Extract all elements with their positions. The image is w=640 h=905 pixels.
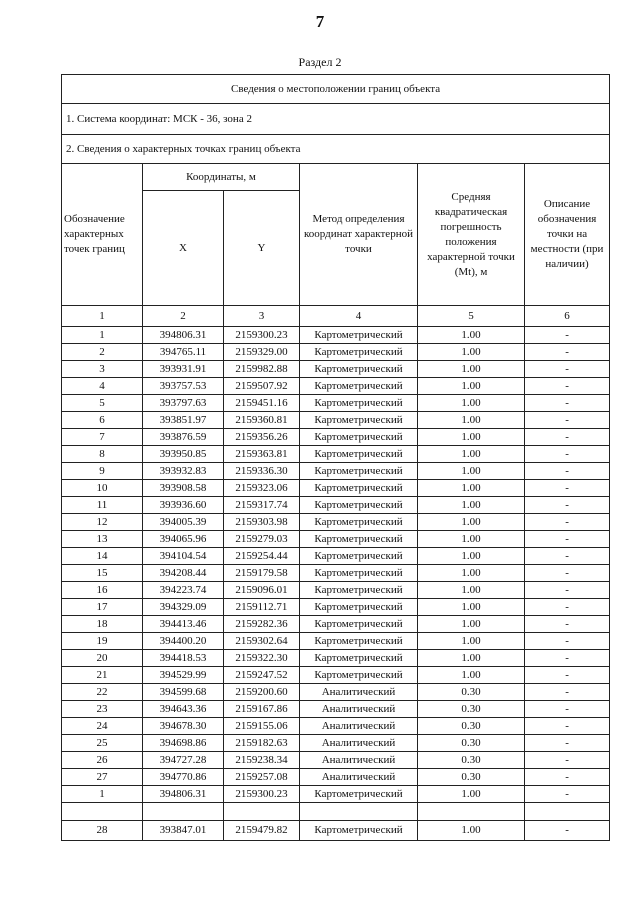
table-cell: 393908.58 (143, 480, 224, 497)
table-cell: - (525, 735, 610, 752)
table-cell: 394765.11 (143, 344, 224, 361)
section-label: Раздел 2 (298, 55, 342, 69)
table-cell: 1.00 (418, 599, 525, 616)
table-cell: 1.00 (418, 565, 525, 582)
table-row (62, 633, 610, 650)
table-cell: 23 (62, 701, 143, 718)
table-cell: 1.00 (418, 327, 525, 344)
table-cell: 8 (62, 446, 143, 463)
table-row (62, 463, 610, 480)
table-cell: 394806.31 (143, 786, 224, 803)
table-cell: Картометрический (300, 565, 418, 582)
table-cell: - (525, 667, 610, 684)
table-row (62, 514, 610, 531)
table-cell: 394065.96 (143, 531, 224, 548)
table-cell: Аналитический (300, 684, 418, 701)
table-cell: 2159329.00 (224, 344, 300, 361)
table-cell: - (525, 480, 610, 497)
table-cell: 18 (62, 616, 143, 633)
table-cell: 0.30 (418, 718, 525, 735)
table-cell: 12 (62, 514, 143, 531)
table-cell: 1.00 (418, 497, 525, 514)
table-row (62, 429, 610, 446)
table-cell: 2159096.01 (224, 582, 300, 599)
table-cell: 2159300.23 (224, 327, 300, 344)
table-cell: 394770.86 (143, 769, 224, 786)
column-number: 1 (62, 306, 143, 327)
table-cell: 2159982.88 (224, 361, 300, 378)
table-cell: 394727.28 (143, 752, 224, 769)
table-cell: 3 (62, 361, 143, 378)
table-cell: - (525, 786, 610, 803)
table-row (62, 582, 610, 599)
table-cell: 2159279.03 (224, 531, 300, 548)
table-cell: 1.00 (418, 650, 525, 667)
table-body (62, 327, 610, 803)
header-description: Описание обозначения точки на местности (при наличии) (525, 164, 610, 306)
table-row (62, 395, 610, 412)
coord-system: 1. Система координат: МСК - 36, зона 2 (62, 104, 610, 135)
table-cell: 0.30 (418, 735, 525, 752)
table-cell: Картометрический (300, 582, 418, 599)
empty-row (62, 803, 610, 821)
table-cell: 0.30 (418, 684, 525, 701)
table-cell: Картометрический (300, 480, 418, 497)
table-cell: - (525, 821, 610, 841)
table-cell: 1.00 (418, 616, 525, 633)
column-number: 6 (525, 306, 610, 327)
table-cell: 2159282.36 (224, 616, 300, 633)
table-cell: Аналитический (300, 735, 418, 752)
table-cell: 1.00 (418, 633, 525, 650)
table-cell: 27 (62, 769, 143, 786)
table-cell: 2159112.71 (224, 599, 300, 616)
table-cell: 2159155.06 (224, 718, 300, 735)
table-cell: Картометрический (300, 378, 418, 395)
table-cell: 2159360.81 (224, 412, 300, 429)
table-cell: 394529.99 (143, 667, 224, 684)
table-cell: - (525, 395, 610, 412)
table-cell: 1.00 (418, 548, 525, 565)
table-cell: Картометрический (300, 361, 418, 378)
table-cell: 2159479.82 (224, 821, 300, 841)
table-row (62, 548, 610, 565)
table-cell: 394643.36 (143, 701, 224, 718)
table-cell (418, 803, 525, 821)
table-cell: - (525, 514, 610, 531)
table-cell: 1.00 (418, 395, 525, 412)
table-row (62, 412, 610, 429)
table-cell: - (525, 565, 610, 582)
header-y: Y (224, 191, 300, 306)
table-cell: 2159356.26 (224, 429, 300, 446)
table-cell: Картометрический (300, 786, 418, 803)
table-row (62, 650, 610, 667)
table-cell: Картометрический (300, 429, 418, 446)
table-cell: 2159507.92 (224, 378, 300, 395)
table-cell: 393851.97 (143, 412, 224, 429)
table-row (62, 344, 610, 361)
table-cell: 394599.68 (143, 684, 224, 701)
table-cell: - (525, 548, 610, 565)
table-row (62, 480, 610, 497)
boundary-points-table (61, 74, 610, 841)
table-cell: 0.30 (418, 701, 525, 718)
table-cell: - (525, 684, 610, 701)
table-row (62, 684, 610, 701)
table-cell: 2159303.98 (224, 514, 300, 531)
table-cell: 22 (62, 684, 143, 701)
table-cell: 2159182.63 (224, 735, 300, 752)
table-cell: - (525, 616, 610, 633)
column-number: 3 (224, 306, 300, 327)
table-row (62, 769, 610, 786)
table-cell: 19 (62, 633, 143, 650)
column-numbers-row (62, 306, 610, 327)
table-cell: 1 (62, 786, 143, 803)
table-row (62, 327, 610, 344)
table-cell: 2159302.64 (224, 633, 300, 650)
table-cell: 1.00 (418, 412, 525, 429)
table-cell: 1.00 (418, 514, 525, 531)
table-cell: Картометрический (300, 667, 418, 684)
table-cell: 393797.63 (143, 395, 224, 412)
table-cell: Картометрический (300, 412, 418, 429)
table-cell: 6 (62, 412, 143, 429)
table-row (62, 497, 610, 514)
table-cell: 9 (62, 463, 143, 480)
table-cell: Картометрический (300, 327, 418, 344)
table-cell: 2159363.81 (224, 446, 300, 463)
table-cell: 4 (62, 378, 143, 395)
table-cell: Картометрический (300, 344, 418, 361)
table-cell: Картометрический (300, 446, 418, 463)
table-cell: Картометрический (300, 599, 418, 616)
table-cell: Картометрический (300, 497, 418, 514)
table-cell: 17 (62, 599, 143, 616)
table-cell: - (525, 497, 610, 514)
table-row (62, 361, 610, 378)
table-cell: 393932.83 (143, 463, 224, 480)
table-cell: - (525, 361, 610, 378)
table-cell: - (525, 429, 610, 446)
column-number: 4 (300, 306, 418, 327)
table-cell: 1.00 (418, 378, 525, 395)
table-cell: - (525, 633, 610, 650)
table-cell: 1.00 (418, 446, 525, 463)
table-cell: - (525, 344, 610, 361)
table-cell: 1.00 (418, 531, 525, 548)
table-cell: 2159317.74 (224, 497, 300, 514)
table-row (62, 821, 610, 841)
table-row (62, 565, 610, 582)
table-cell: 1.00 (418, 667, 525, 684)
table-cell: 25 (62, 735, 143, 752)
table-cell: - (525, 327, 610, 344)
column-number: 2 (143, 306, 224, 327)
table-cell: 394104.54 (143, 548, 224, 565)
table-cell: - (525, 718, 610, 735)
table-cell: Картометрический (300, 395, 418, 412)
table-cell: 1.00 (418, 786, 525, 803)
table-cell: 394005.39 (143, 514, 224, 531)
points-title: 2. Сведения о характерных точках границ объекта (62, 135, 610, 164)
table-cell: 2159322.30 (224, 650, 300, 667)
table-cell: - (525, 446, 610, 463)
table-cell: Картометрический (300, 463, 418, 480)
table-cell: 2159451.16 (224, 395, 300, 412)
table-cell: 15 (62, 565, 143, 582)
table-cell: Картометрический (300, 616, 418, 633)
table-cell: - (525, 412, 610, 429)
table-row (62, 599, 610, 616)
table-cell: 1.00 (418, 821, 525, 841)
table-cell: 1.00 (418, 463, 525, 480)
table-cell: - (525, 752, 610, 769)
table-cell: 2159238.34 (224, 752, 300, 769)
table-row (62, 446, 610, 463)
table-cell: 394400.20 (143, 633, 224, 650)
table-cell: - (525, 599, 610, 616)
table-cell: 28 (62, 821, 143, 841)
table-cell: - (525, 650, 610, 667)
table-cell: 2159247.52 (224, 667, 300, 684)
table-cell: - (525, 378, 610, 395)
table-cell: 394698.86 (143, 735, 224, 752)
table-cell: 394806.31 (143, 327, 224, 344)
table-cell (62, 803, 143, 821)
table-cell: - (525, 582, 610, 599)
header-error: Средняя квадратическая погрешность положения характерной точки (Mt), м (418, 164, 525, 306)
table-row (62, 667, 610, 684)
column-number: 5 (418, 306, 525, 327)
table-cell: Аналитический (300, 718, 418, 735)
table-cell: 2159336.30 (224, 463, 300, 480)
table-cell: 394418.53 (143, 650, 224, 667)
table-cell: 1.00 (418, 361, 525, 378)
table-cell: 2159300.23 (224, 786, 300, 803)
table-cell: 0.30 (418, 752, 525, 769)
table-cell: 11 (62, 497, 143, 514)
header-x: X (143, 191, 224, 306)
table-cell: 2159254.44 (224, 548, 300, 565)
page-number: 7 (315, 12, 325, 31)
header-designation: Обозначение характерных точек границ (62, 164, 143, 306)
table-cell: 14 (62, 548, 143, 565)
table-cell (300, 803, 418, 821)
table-cell: 394678.30 (143, 718, 224, 735)
table-cell: 13 (62, 531, 143, 548)
table-cell: Картометрический (300, 633, 418, 650)
table-cell: Картометрический (300, 650, 418, 667)
table-row (62, 718, 610, 735)
table-cell: 394329.09 (143, 599, 224, 616)
table-cell: 21 (62, 667, 143, 684)
table-row (62, 531, 610, 548)
table-cell: - (525, 769, 610, 786)
table-cell: - (525, 701, 610, 718)
table-cell: 16 (62, 582, 143, 599)
header-method: Метод определения координат характерной точки (300, 164, 418, 306)
table-cell: 394413.46 (143, 616, 224, 633)
table-cell: 24 (62, 718, 143, 735)
table-cell: 10 (62, 480, 143, 497)
table-title: Сведения о местоположении границ объекта (62, 75, 610, 104)
table-row (62, 378, 610, 395)
table-cell: 0.30 (418, 769, 525, 786)
table-cell: 393950.85 (143, 446, 224, 463)
table-cell: 1.00 (418, 582, 525, 599)
table-row (62, 735, 610, 752)
table-cell: 393847.01 (143, 821, 224, 841)
table-cell: 394223.74 (143, 582, 224, 599)
table-cell: 393757.53 (143, 378, 224, 395)
table-cell: 7 (62, 429, 143, 446)
table-cell: Аналитический (300, 752, 418, 769)
table-cell: Картометрический (300, 821, 418, 841)
header-coords: Координаты, м (143, 164, 300, 191)
table-cell: 393931.91 (143, 361, 224, 378)
table-cell: 1.00 (418, 344, 525, 361)
table-cell: 2159200.60 (224, 684, 300, 701)
table-cell: 393936.60 (143, 497, 224, 514)
table-cell: Аналитический (300, 769, 418, 786)
table-cell: 394208.44 (143, 565, 224, 582)
table-cell: Картометрический (300, 548, 418, 565)
table-cell: 1 (62, 327, 143, 344)
table-cell: 2159257.08 (224, 769, 300, 786)
table-row (62, 616, 610, 633)
table-cell: Аналитический (300, 701, 418, 718)
table-cell: - (525, 463, 610, 480)
table-row (62, 701, 610, 718)
table-cell: 5 (62, 395, 143, 412)
table-cell: 1.00 (418, 429, 525, 446)
table-cell: 1.00 (418, 480, 525, 497)
table-cell: 26 (62, 752, 143, 769)
table-cell: Картометрический (300, 531, 418, 548)
table-cell: 2159179.58 (224, 565, 300, 582)
table-cell: 393876.59 (143, 429, 224, 446)
table-cell: 20 (62, 650, 143, 667)
table-cell (525, 803, 610, 821)
table-cell: 2 (62, 344, 143, 361)
table-cell (224, 803, 300, 821)
table-cell: - (525, 531, 610, 548)
table-cell: 2159323.06 (224, 480, 300, 497)
table-cell (143, 803, 224, 821)
table-cell: Картометрический (300, 514, 418, 531)
table-row (62, 752, 610, 769)
table-cell: 2159167.86 (224, 701, 300, 718)
table-row (62, 786, 610, 803)
